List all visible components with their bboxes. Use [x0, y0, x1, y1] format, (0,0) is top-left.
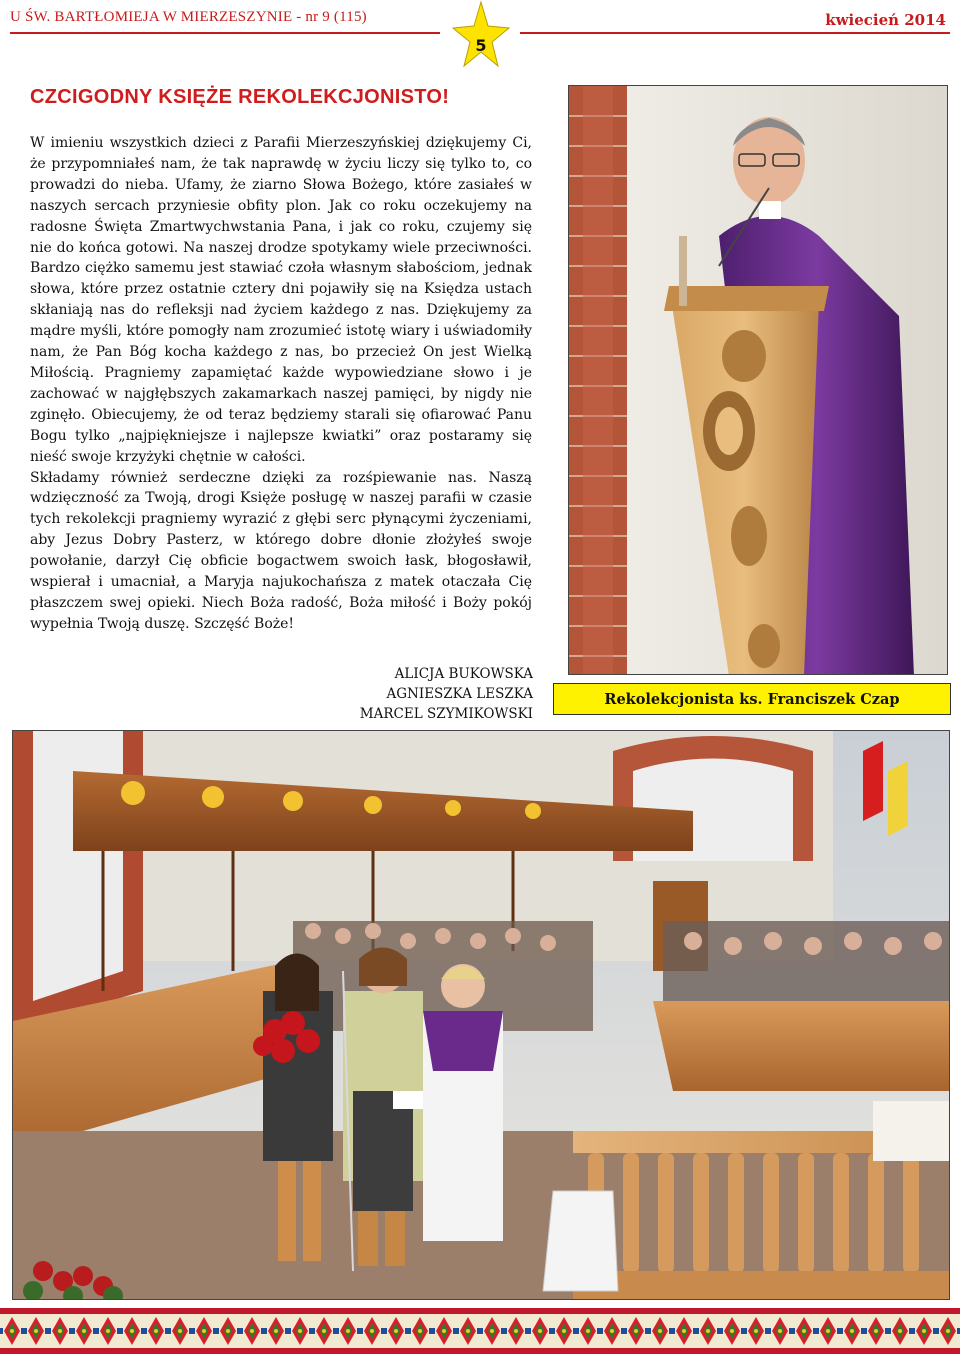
masthead-rule-left: [10, 32, 440, 34]
page-number: 5: [475, 36, 487, 55]
priest-photo: [568, 85, 948, 675]
folk-pattern: [0, 1308, 960, 1354]
priest-photo-illustration: [569, 86, 948, 675]
signature-name: ALICJA BUKOWSKA: [394, 666, 533, 682]
newsletter-title: U ŚW. BARTŁOMIEJA W MIERZESZYNIE - nr 9 (115): [10, 9, 367, 25]
masthead: [0, 0, 960, 55]
article-paragraph: Składamy również serdeczne dzięki za rozśpiewanie nas. Naszą wdzięczność za Twoją, drogi Księże posługę w naszej parafii w czasie tych rekolekcji pragniemy wyrazić z głębi serc płynącymi życzeniami, aby Jezus Dobry Pasterz, w którego dobre dłonie złożyłeś swoje powołanie, darzył Cię obficie bogactwem swoich łask, błogosławił, wspierał i umacniał, a Maryja najukochańsza z matek otaczała Cię płaszczem swej opieki. Niech Boża radość, Boża miłość i Boży pokój wypełnia Twoją duszę. Szczęść Boże!: [30, 469, 532, 632]
star-icon: [452, 0, 510, 70]
article-signatures: [300, 664, 533, 724]
church-photo-illustration: [13, 731, 950, 1300]
signature-name: AGNIESZKA LESZKA: [386, 686, 533, 702]
photo-caption: Rekolekcjonista ks. Franciszek Czap: [553, 683, 951, 715]
masthead-rule-right: [520, 32, 950, 34]
decorative-folk-border: [0, 1308, 960, 1354]
church-interior-photo: [12, 730, 950, 1300]
article-headline: CZCIGODNY KSIĘŻE REKOLEKCJONISTO!: [30, 86, 450, 108]
issue-date: kwiecień 2014: [825, 11, 946, 29]
article-body: [30, 133, 532, 635]
signature-name: MARCEL SZYMIKOWSKI: [359, 706, 533, 722]
article-paragraph: W imieniu wszystkich dzieci z Parafii Mierzeszyńskiej dziękujemy Ci, że przypomniałeś nam, że tak naprawdę w życiu liczy się tylko to, co prowadzi do nieba. Ufamy, że ziarno Słowa Bożego, które zasiałeś w naszych sercach przyniesie obfity plon. Jak co roku oczekujemy na radosne Święta Zmartwychwstania Pana, i jak co roku, czujemy się nie do końca gotowi. Na naszej drodze spotykamy wiele przeciwności. Bardzo ciężko samemu jest stawiać czoła własnym słabościom, jednak słowa, które przez ostatnie cztery dni pojawiły się na Księdza ustach skłaniają nas do refleksji nad życiem każdego z nas. Dziękujemy za mądre myśli, które pomogły nam zrozumieć istotę wiary i uświadomiły nam, że Pan Bóg kocha każdego z nas, bo przecież On jest Wielką Miłością. Pragniemy zapamiętać każde wypowiedziane słowo i je zachować w najgłębszych zakamarkach naszej pamięci, by nigdy nie zginęło. Obiecujemy, że od teraz będziemy starali się ofiarować Panu Bogu tylko „najpiękniejsze i najlepsze kwiatki” oraz postaramy się nieść swoje krzyżyki chętnie w całości.: [30, 135, 532, 465]
